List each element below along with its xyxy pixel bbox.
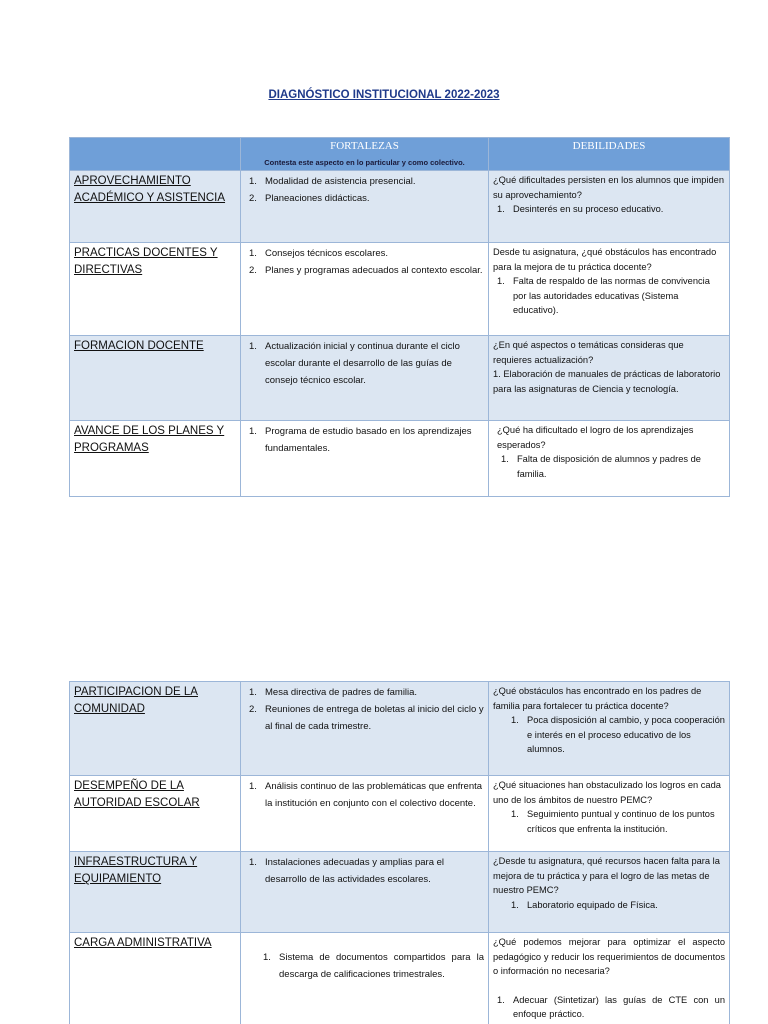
- debilidades-text: 1. Elaboración de manuales de prácticas de laboratorio para las asignaturas de Ciencia y tecnología.: [493, 369, 721, 394]
- diagnostic-table-1: [69, 137, 730, 497]
- list-item: 1. Laboratorio equipado de Física.: [511, 899, 658, 910]
- debilidades-question: ¿Qué podemos mejorar para optimizar el aspecto pedagógico y reducir los requerimientos de documentos o información no necesaria?: [493, 937, 725, 976]
- area-label: INFRAESTRUCTURA Y EQUIPAMIENTO: [74, 856, 198, 885]
- debilidades-question: Desde tu asignatura, ¿qué obstáculos has encontrado para la mejora de tu práctica docente?: [493, 247, 717, 272]
- list-item: 1. Sistema de documentos compartidos para la descarga de calificaciones trimestrales.: [263, 952, 484, 980]
- area-label: FORMACION DOCENTE: [74, 340, 204, 352]
- debilidades-cell: [493, 935, 725, 1022]
- debilidades-question: ¿En qué aspectos o temáticas consideras que requieres actualización?: [493, 340, 684, 365]
- fortalezas-list: [245, 338, 484, 389]
- debilidades-cell: [493, 245, 725, 318]
- list-item: 1. Mesa directiva de padres de familia.: [249, 687, 418, 698]
- header-empty-cell: [70, 138, 241, 171]
- table-row: [70, 933, 730, 1024]
- list-item: 1. Análisis continuo de las problemáticas que enfrenta la institución en conjunto con el colectivo docente.: [249, 781, 483, 809]
- table-row: [70, 171, 730, 243]
- table-row: [70, 421, 730, 497]
- fortalezas-list: [245, 684, 484, 735]
- header-subtitle: Contesta este aspecto en lo particular y como colectivo.: [264, 158, 465, 167]
- list-item: 1. Consejos técnicos escolares.: [249, 248, 389, 259]
- table-row: [70, 243, 730, 336]
- list-item: 1. Desinterés en su proceso educativo.: [497, 204, 664, 214]
- list-item: 2. Planes y programas adecuados al contexto escolar.: [249, 265, 483, 276]
- area-label: APROVECHAMIENTO ACADÉMICO Y ASISTENCIA: [74, 175, 226, 204]
- fortalezas-list: [245, 423, 484, 457]
- area-label: PRACTICAS DOCENTES Y DIRECTIVAS: [74, 247, 218, 276]
- table-row: [70, 336, 730, 421]
- debilidades-cell: [493, 854, 725, 912]
- debilidades-cell: [493, 778, 725, 836]
- list-item: 1. Falta de respaldo de las normas de convivencia por las autoridades educativas (Sistema educativo).: [497, 276, 710, 315]
- table-header-row: [70, 138, 730, 171]
- fortalezas-list: [245, 245, 484, 279]
- debilidades-cell: [493, 338, 725, 396]
- debilidades-question: ¿Qué ha dificultado el logro de los aprendizajes esperados?: [497, 425, 694, 450]
- list-item: 2. Planeaciones didácticas.: [249, 193, 370, 204]
- list-item: 1. Seguimiento puntual y continuo de los puntos críticos que enfrenta la institución.: [511, 809, 715, 834]
- list-item: 1. Actualización inicial y continua durante el ciclo escolar durante el desarrollo de las guías de consejo técnico escolar.: [249, 341, 460, 386]
- area-label: DESEMPEÑO DE LA AUTORIDAD ESCOLAR: [74, 780, 200, 809]
- list-item: 1. Instalaciones adecuadas y amplias para el desarrollo de las actividades escolares.: [249, 857, 445, 885]
- debilidades-question: ¿Qué obstáculos has encontrado en los padres de familia para fortalecer tu práctica docente?: [493, 686, 702, 711]
- header-debilidades: DEBILIDADES: [489, 138, 730, 171]
- fortalezas-list: [245, 854, 484, 888]
- debilidades-question: ¿Qué situaciones han obstaculizado los logros en cada uno de los ámbitos de nuestro PEMC?: [493, 780, 721, 805]
- list-item: 1. Falta de disposición de alumnos y padres de familia.: [501, 454, 701, 479]
- table-row: [70, 852, 730, 933]
- debilidades-cell: [493, 423, 725, 481]
- list-item: 1. Adecuar (Sintetizar) las guías de CTE con un enfoque práctico.: [497, 994, 725, 1019]
- table-row: [70, 776, 730, 852]
- fortalezas-list: [245, 949, 484, 983]
- list-item: 2. Reuniones de entrega de boletas al inicio del ciclo y al final de cada trimestre.: [249, 704, 484, 732]
- header-fortalezas: FORTALEZAS: [330, 140, 399, 152]
- area-label: AVANCE DE LOS PLANES Y PROGRAMAS: [74, 425, 225, 454]
- list-item: 1. Modalidad de asistencia presencial.: [249, 176, 416, 187]
- fortalezas-list: [245, 778, 484, 812]
- table-row: [70, 682, 730, 776]
- area-label: CARGA ADMINISTRATIVA: [74, 937, 212, 949]
- fortalezas-list: [245, 173, 484, 207]
- debilidades-cell: [493, 684, 725, 757]
- debilidades-question: ¿Qué dificultades persisten en los alumnos que impiden su aprovechamiento?: [493, 175, 725, 200]
- debilidades-cell: [493, 173, 725, 217]
- diagnostic-table-2: [69, 681, 730, 1024]
- list-item: 1. Poca disposición al cambio, y poca cooperación e interés en el proceso educativo de los alumnos.: [511, 715, 725, 754]
- header-fortalezas-cell: [241, 138, 489, 171]
- debilidades-question: ¿Desde tu asignatura, qué recursos hacen falta para la mejora de tu práctica y para el logro de las metas de nuestro PEMC?: [493, 856, 720, 895]
- list-item: 1. Programa de estudio basado en los aprendizajes fundamentales.: [249, 426, 472, 454]
- area-label: PARTICIPACION DE LA COMUNIDAD: [74, 686, 198, 715]
- document-title: DIAGNÓSTICO INSTITUCIONAL 2022-2023: [268, 89, 500, 101]
